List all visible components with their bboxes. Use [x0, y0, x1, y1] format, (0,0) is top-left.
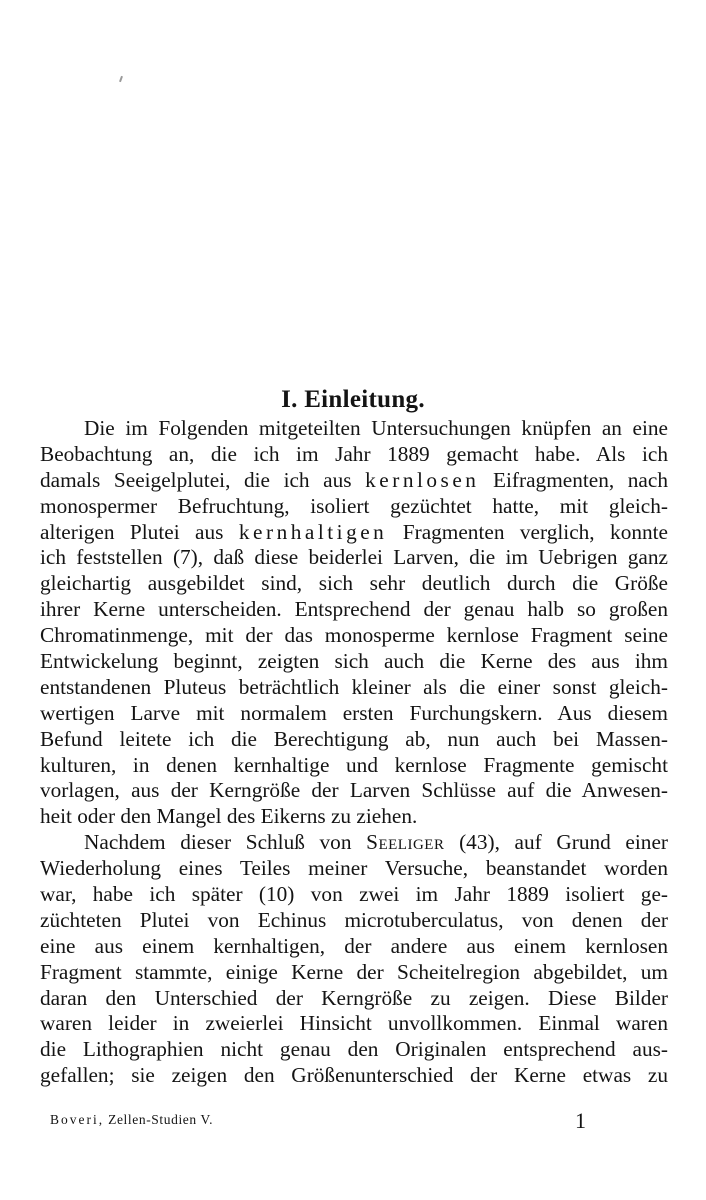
- body-text: [40, 416, 668, 1089]
- text-line: gleichartig ausgebildet sind, sich sehr deutlich durch die Größe: [40, 571, 668, 596]
- text-line: Die im Folgenden mitgeteilten Untersuchungen knüpfen an eine: [84, 416, 668, 440]
- footer-series: Zellen-Studien V.: [108, 1112, 214, 1127]
- text-line: [40, 520, 668, 546]
- emphasis-spaced: kernhaltigen: [238, 519, 388, 544]
- text-line: monospermer Befruchtung, isoliert gezüchtet hatte, mit gleich-: [40, 493, 668, 518]
- text-line: Chromatinmenge, mit der das monosperme kernlose Fragment seine: [40, 623, 668, 648]
- text-line: ihrer Kerne unterscheiden. Entsprechend der genau halb so großen: [40, 597, 668, 622]
- text-line: wertigen Larve mit normalem ersten Furchungskern. Aus diesem: [40, 700, 668, 725]
- author-name-small-caps: Seeliger: [366, 830, 445, 855]
- text-line: [40, 830, 668, 856]
- text-line: kulturen, in denen kernhaltige und kernlose Fragmente gemischt: [40, 752, 668, 777]
- text-line: eine aus einem kernhaltigen, der andere aus einem kernlosen: [40, 933, 668, 958]
- text-line: Entwickelung beginnt, zeigten sich auch die Kerne des aus ihm: [40, 649, 668, 674]
- text-line: Fragment stammte, einige Kerne der Scheitelregion abgebildet, um: [40, 959, 668, 984]
- text-line: daran den Unterschied der Kerngröße zu zeigen. Diese Bilder: [40, 985, 668, 1010]
- footer-signature: [50, 1112, 213, 1128]
- text-line: heit oder den Mangel des Eikerns zu ziehen.: [40, 804, 418, 829]
- text-run: alterigen Plutei aus: [40, 519, 239, 544]
- text-line: waren leider in zweierlei Hinsicht unvollkommen. Einmal waren: [40, 1011, 668, 1036]
- text-line: entstandenen Pluteus beträchtlich kleiner als die einer sonst gleich-: [40, 674, 668, 699]
- paper-speck: [119, 76, 123, 82]
- text-run: damals Seeigelplutei, die ich aus: [40, 467, 366, 492]
- text-line: Beobachtung an, die ich im Jahr 1889 gemacht habe. Als ich: [40, 441, 668, 466]
- text-line: vorlagen, aus der Kerngröße der Larven Schlüsse auf die Anwesen-: [40, 778, 668, 803]
- text-run: (43), auf Grund einer: [444, 830, 668, 855]
- text-line: die Lithographien nicht genau den Originalen entsprechend aus-: [40, 1037, 668, 1062]
- footer-author: Boveri,: [50, 1112, 105, 1127]
- text-line: war, habe ich später (10) von zwei im Jahr 1889 isoliert ge-: [40, 882, 668, 907]
- chapter-heading: I. Einleitung.: [281, 385, 425, 413]
- text-line: Befund leitete ich die Berechtigung ab, nun auch bei Massen-: [40, 726, 668, 751]
- text-line: ich feststellen (7), daß diese beiderlei Larven, die im Uebrigen ganz: [40, 545, 668, 570]
- text-line: [40, 468, 668, 494]
- text-run: Nachdem dieser Schluß von: [84, 830, 367, 855]
- text-line: Wiederholung eines Teiles meiner Versuche, beanstandet worden: [40, 856, 668, 881]
- text-run: Fragmenten verglich, konnte: [387, 519, 669, 544]
- page-footer: [50, 1108, 610, 1132]
- text-line: züchteten Plutei von Echinus microtuberculatus, von denen der: [40, 907, 668, 932]
- text-run: Eifragmenten, nach: [479, 467, 668, 492]
- emphasis-spaced: kernlosen: [365, 467, 480, 492]
- text-line: gefallen; sie zeigen den Größenunterschied der Kerne etwas zu: [40, 1063, 668, 1088]
- page-number: 1: [575, 1108, 586, 1133]
